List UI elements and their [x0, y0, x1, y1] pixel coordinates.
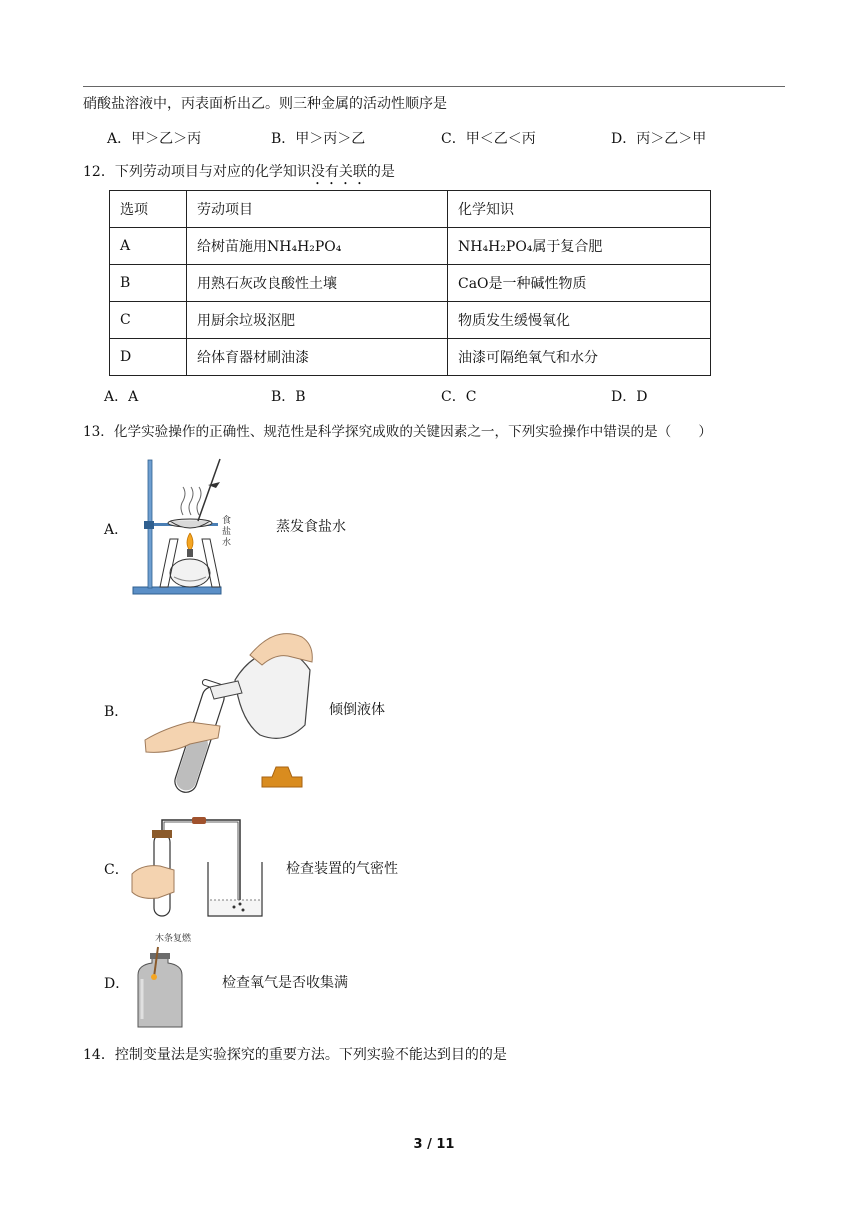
q12-option-a: A．A: [104, 389, 139, 405]
q12-stem-emphasis: 没有关联: [310, 164, 367, 180]
q13-option-c-caption: 检查装置的气密性: [286, 861, 398, 877]
q13-option-a-letter: A．: [104, 522, 129, 538]
q13-option-c-letter: C．: [104, 862, 129, 878]
table-row: [110, 265, 711, 302]
table-cell: 给体育器材刷油漆: [187, 339, 448, 376]
q11-option-d: D．丙＞乙＞甲: [611, 131, 707, 147]
table-header-row: [110, 191, 711, 228]
q14-stem: 14．控制变量法是实验探究的重要方法。下列实验不能达到目的的是: [83, 1047, 507, 1063]
q11-option-c: C．甲＜乙＜丙: [441, 131, 536, 147]
table-cell: 用熟石灰改良酸性土壤: [187, 265, 448, 302]
table-cell: C: [110, 302, 187, 339]
q13-option-b-caption: 倾倒液体: [329, 702, 385, 718]
q12-option-b: B．B: [271, 389, 306, 405]
table-cell: 用厨余垃圾沤肥: [187, 302, 448, 339]
table-header: 劳动项目: [187, 191, 448, 228]
table-cell: 物质发生缓慢氧化: [448, 302, 711, 339]
table-cell: A: [110, 228, 187, 265]
q13-stem: 13．化学实验操作的正确性、规范性是科学探究成败的关键因素之一，下列实验操作中错误的是（ ）: [83, 424, 713, 440]
table-header: 化学知识: [448, 191, 711, 228]
q13-option-a-caption: 蒸发食盐水: [276, 519, 346, 535]
table-cell: 油漆可隔绝氧气和水分: [448, 339, 711, 376]
q12-stem-before: 12．下列劳动项目与对应的化学知识: [83, 164, 311, 180]
pouring-liquid-figure: [140, 625, 315, 800]
q12-stem-after: 的是: [366, 164, 395, 180]
q13-option-d-caption: 检查氧气是否收集满: [222, 975, 348, 991]
table-cell: CaO是一种碱性物质: [448, 265, 711, 302]
table-header: 选项: [110, 191, 187, 228]
airtightness-check-figure: [130, 812, 270, 922]
q12-stem: [83, 163, 395, 188]
table-row: [110, 228, 711, 265]
q12-option-d: D．D: [611, 389, 648, 405]
evaporation-apparatus-figure: [128, 455, 238, 600]
q12-option-c: C．C: [441, 389, 477, 405]
q11-option-b: B．甲＞丙＞乙: [271, 131, 366, 147]
figure-label-rekindle: 木条复燃: [155, 934, 192, 944]
table-row: [110, 302, 711, 339]
table-cell: NH₄H₂PO₄属于复合肥: [448, 228, 711, 265]
header-rule: [83, 86, 785, 87]
q11-option-a: A．甲＞乙＞丙: [107, 131, 202, 147]
table-cell: B: [110, 265, 187, 302]
q12-table: [109, 190, 711, 376]
q13-option-b-letter: B．: [104, 704, 129, 720]
page-number: 3 / 11: [413, 1137, 455, 1152]
q13-option-d-letter: D．: [104, 976, 130, 992]
table-cell: D: [110, 339, 187, 376]
oxygen-collection-check-figure: [130, 945, 190, 1030]
table-cell: 给树苗施用NH₄H₂PO₄: [187, 228, 448, 265]
figure-label-salt-water: 食盐水: [222, 516, 232, 548]
q11-stem-tail: 硝酸盐溶液中，丙表面析出乙。则三种金属的活动性顺序是: [83, 96, 447, 112]
table-row: [110, 339, 711, 376]
